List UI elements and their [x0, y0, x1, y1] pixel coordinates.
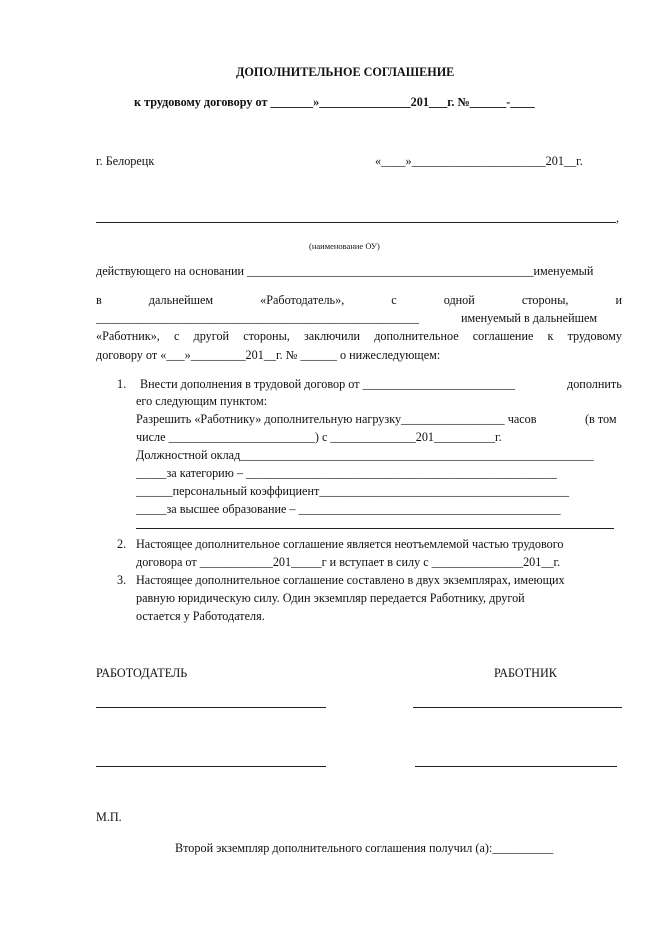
- employee-signature-line: [413, 707, 622, 708]
- employer-line: [96, 293, 622, 307]
- item1-line1-tail: дополнить: [567, 377, 622, 391]
- item1-line3-tail: (в том: [585, 412, 617, 426]
- item1-number: 1.: [117, 377, 127, 391]
- worker-word: к: [547, 329, 554, 343]
- item3-number: 3.: [117, 573, 127, 587]
- item1-personal-coefficient: ______персональный коэффициент_________________________________________: [136, 484, 570, 498]
- item1-line4: числе ________________________) с ______________201__________г.: [136, 430, 502, 444]
- employer-word: дальнейшем: [148, 293, 214, 307]
- employer-word: «Работодатель»,: [260, 293, 345, 307]
- worker-word: «Работник»,: [96, 329, 160, 343]
- employer-word: с: [391, 293, 397, 307]
- employer-signature-line: [96, 707, 326, 708]
- org-trailing-comma: ,: [616, 211, 620, 225]
- item1-line1: Внести дополнения в трудовой договор от _________________________: [140, 377, 515, 391]
- org-caption: (наименование ОУ): [309, 241, 380, 251]
- worker-word: другой: [193, 329, 230, 343]
- item2-number: 2.: [117, 537, 127, 551]
- document-subtitle: к трудовому договору от _______»_______________201___г. №______-____: [134, 95, 535, 109]
- item1-higher-education: _____за высшее образование – ___________________________________________: [136, 502, 561, 516]
- employee-line-blank: _____________________________________________________: [96, 311, 419, 325]
- employer-name-line: [96, 766, 326, 767]
- item1-line2: его следующим пунктом:: [136, 394, 268, 408]
- item1-salary: Должностной оклад__________________________________________________________: [136, 448, 594, 462]
- employee-name-line: [415, 766, 617, 767]
- item3-line2: равную юридическую силу. Один экземпляр передается Работнику, другой: [136, 591, 525, 605]
- item3-line1: Настоящее дополнительное соглашение составлено в двух экземплярах, имеющих: [136, 573, 565, 587]
- item3-line3: остается у Работодателя.: [136, 609, 265, 623]
- worker-line: [96, 329, 622, 343]
- employee-label: РАБОТНИК: [494, 666, 557, 680]
- city: г. Белорецк: [96, 154, 155, 168]
- item1-line3: Разрешить «Работнику» дополнительную нагрузку_________________ часов: [136, 412, 537, 426]
- worker-word: соглашение: [472, 329, 534, 343]
- worker-word: с: [173, 329, 180, 343]
- stamp-label: М.П.: [96, 810, 122, 824]
- receipt-line: Второй экземпляр дополнительного соглашения получил (а):__________: [175, 841, 554, 855]
- employer-label: РАБОТОДАТЕЛЬ: [96, 666, 188, 680]
- org-name-underline: [96, 222, 616, 223]
- employer-word: в: [96, 293, 102, 307]
- contract-line: договору от «___»_________201__г. № ______ о нижеследующем:: [96, 348, 441, 362]
- item1-extra-underline: [136, 528, 614, 529]
- worker-word: трудовому: [567, 329, 622, 343]
- worker-word: дополнительное: [374, 329, 459, 343]
- item1-category: _____за категорию – ___________________________________________________: [136, 466, 557, 480]
- document-title: ДОПОЛНИТЕЛЬНОЕ СОГЛАШЕНИЕ: [236, 65, 455, 79]
- basis-line: действующего на основании _______________________________________________именуемый: [96, 264, 594, 278]
- employee-line-tail: именуемый в дальнейшем: [461, 311, 598, 325]
- worker-word: заключили: [303, 329, 361, 343]
- worker-word: стороны,: [243, 329, 290, 343]
- date-line: «____»______________________201__г.: [375, 154, 583, 168]
- employer-word: стороны,: [521, 293, 569, 307]
- employer-word: и: [615, 293, 622, 307]
- employer-word: одной: [443, 293, 475, 307]
- item2-line1: Настоящее дополнительное соглашение является неотъемлемой частью трудового: [136, 537, 564, 551]
- item2-line2: договора от ____________201_____г и вступает в силу с _______________201__г.: [136, 555, 561, 569]
